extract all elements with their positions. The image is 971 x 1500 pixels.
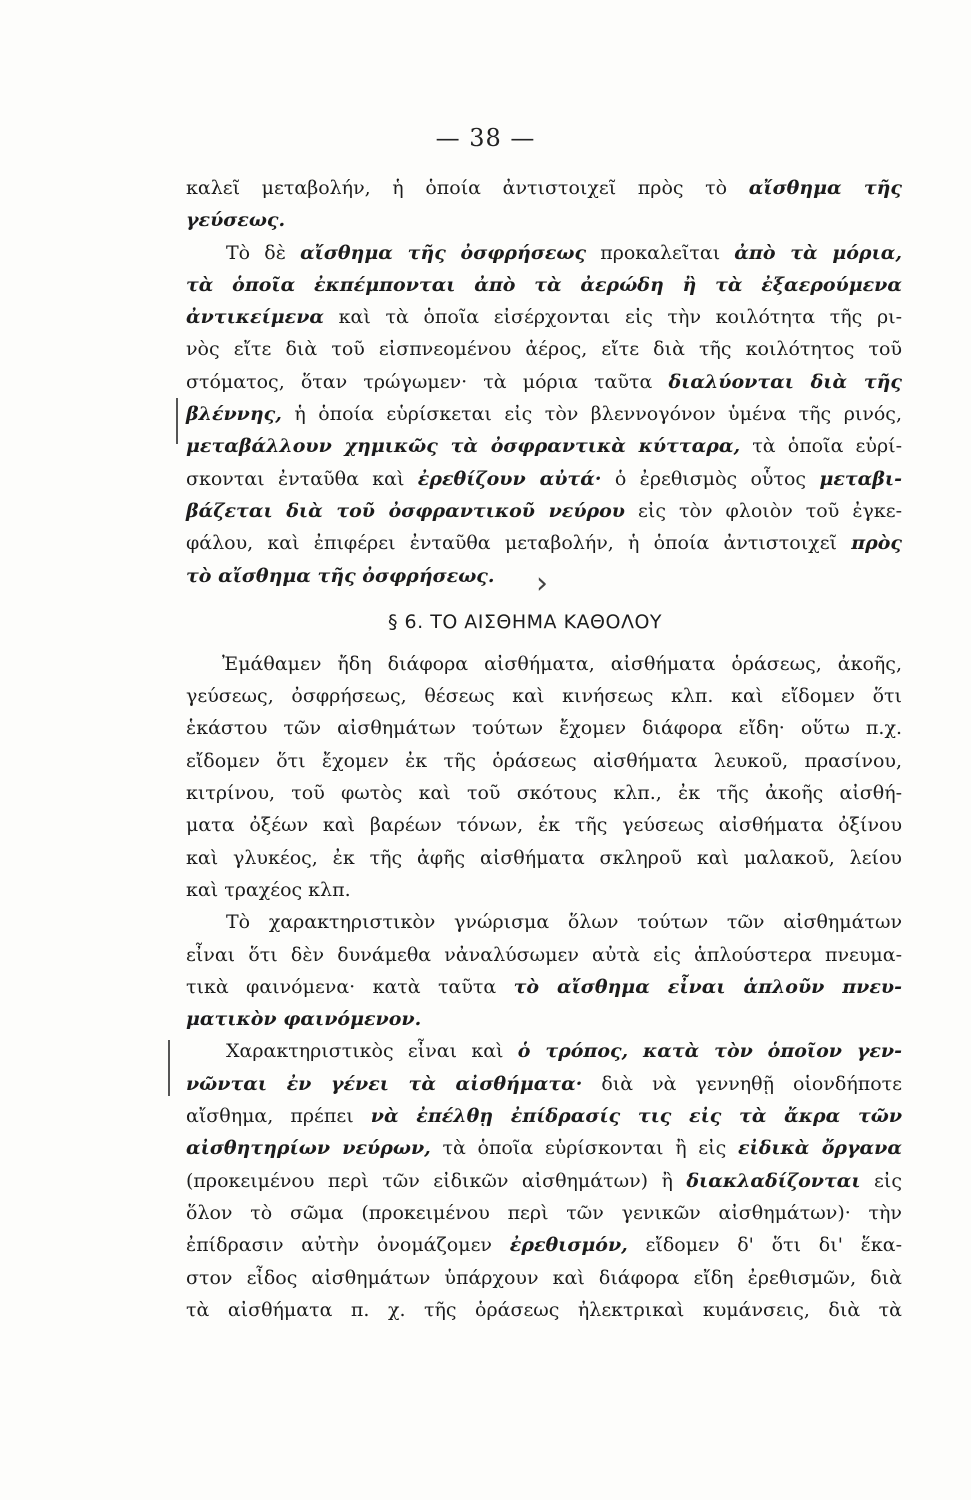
text-line: τικὰ φαινόμενα· κατὰ ταῦτα τὸ αἴσθημα εἶναι ἁπλοῦν πνευ- — [186, 975, 902, 998]
text-line: τὰ αἰσθήματα π. χ. τῆς ὁράσεως ἠλεκτρικαὶ κυμάνσεις, διὰ τὰ — [186, 1298, 902, 1321]
text-line: βλέννης, ἡ ὁποία εὑρίσκεται εἰς τὸν βλεννογόνον ὑμένα τῆς ρινός, — [186, 403, 902, 426]
text-line: βάζεται διὰ τοῦ ὀσφραντικοῦ νεύρου εἰς τὸν φλοιὸν τοῦ ἐγκε- — [186, 499, 903, 522]
text-line: τὰ ὁποῖα ἐκπέμπονται ἀπὸ τὰ ἀερώδη ἢ τὰ ἐξαερούμενα — [186, 273, 902, 296]
text-line: στόματος, ὅταν τρώγωμεν· τὰ μόρια ταῦτα διαλύονται διὰ τῆς — [186, 370, 902, 393]
text-line: κιτρίνου, τοῦ φωτὸς καὶ τοῦ σκότους κλπ., ἐκ τῆς ἀκοῆς αἰσθή- — [186, 782, 902, 805]
text-line: γεύσεως, ὀσφρήσεως, θέσεως καὶ κινήσεως κλπ. καὶ εἴδομεν ὅτι — [186, 685, 902, 708]
text-line: εἴδομεν ὅτι ἔχομεν ἐκ τῆς ὁράσεως αἰσθήματα λευκοῦ, πρασίνου, — [186, 749, 902, 772]
text-line: ματικὸν φαινόμενον. — [186, 1008, 422, 1031]
text-line: Χαρακτηριστικὸς εἶναι καὶ ὁ τρόπος, κατὰ τὸν ὁποῖον γεν- — [226, 1040, 902, 1063]
text-line: στον εἶδος αἰσθημάτων ὑπάρχουν καὶ διάφορα εἴδη ἐρεθισμῶν, διὰ — [186, 1266, 902, 1289]
pencil-margin-mark-2 — [168, 1040, 170, 1096]
text-line: φάλου, καὶ ἐπιφέρει ἐνταῦθα μεταβολήν, ἡ ὁποία ἀντιστοιχεῖ πρὸς — [186, 532, 902, 555]
text-line: νὸς εἴτε διὰ τοῦ εἰσπνεομένου ἀέρος, εἴτε διὰ τῆς κοιλότητος τοῦ — [186, 338, 902, 361]
pencil-margin-mark-1 — [176, 398, 178, 444]
text-line: εἶναι ὅτι δὲν δυνάμεθα νἀναλύσωμεν αὐτὰ εἰς ἁπλούστερα πνευμα- — [186, 943, 902, 966]
pencil-chevron-mark: › — [536, 566, 548, 601]
text-line: τὸ αἴσθημα τῆς ὀσφρήσεως. — [186, 564, 495, 587]
text-line: (προκειμένου περὶ τῶν εἰδικῶν αἰσθημάτων) ἢ διακλαδίζονται εἰς — [186, 1169, 902, 1192]
text-line: Τὸ χαρακτηριστικὸν γνώρισμα ὅλων τούτων τῶν αἰσθημάτων — [226, 911, 902, 934]
text-line: καλεῖ μεταβολήν, ἡ ὁποία ἀντιστοιχεῖ πρὸς τὸ αἴσθημα τῆς — [186, 177, 902, 199]
text-line: αἰσθητηρίων νεύρων, τὰ ὁποῖα εὑρίσκονται ἢ εἰς εἰδικὰ ὄργανα — [186, 1137, 902, 1160]
text-line: ἑκάστου τῶν αἰσθημάτων τούτων ἔχομεν διάφορα εἴδη· οὕτω π.χ. — [186, 717, 902, 740]
text-line: Τὸ δὲ αἴσθημα τῆς ὀσφρήσεως προκαλεῖται ἀπὸ τὰ μόρια, — [226, 241, 902, 264]
page-body — [186, 172, 902, 1326]
text-line: Ἐμάθαμεν ἤδη διάφορα αἰσθήματα, αἰσθήματα ὁράσεως, ἀκοῆς, — [222, 652, 902, 675]
text-line: γεύσεως. — [186, 209, 286, 232]
text-line: καὶ τραχέος κλπ. — [186, 878, 351, 901]
text-line: σκονται ἐνταῦθα καὶ ἐρεθίζουν αὐτά· ὁ ἐρεθισμὸς οὗτος μεταβι- — [186, 467, 902, 490]
text-line: ματα ὀξέων καὶ βαρέων τόνων, ἐκ τῆς γεύσεως αἰσθήματα ὀξίνου — [186, 814, 902, 837]
text-line: ἐπίδρασιν αὐτὴν ὀνομάζομεν ἐρεθισμόν, εἴδομεν δ' ὅτι δι' ἕκα- — [186, 1234, 903, 1257]
text-line: ὅλον τὸ σῶμα (προκειμένου περὶ τῶν γενικῶν αἰσθημάτων)· τὴν — [186, 1201, 902, 1224]
text-line: αἴσθημα, πρέπει νὰ ἐπέλθῃ ἐπίδρασίς τις εἰς τὰ ἄκρα τῶν — [186, 1105, 903, 1128]
text-line: καὶ γλυκέος, ἐκ τῆς ἀφῆς αἰσθήματα σκληροῦ καὶ μαλακοῦ, λείου — [186, 846, 902, 869]
page-number: — 38 — — [435, 124, 536, 152]
text-line: ἀντικείμενα καὶ τὰ ὁποῖα εἰσέρχονται εἰς τὴν κοιλότητα τῆς ρι- — [186, 306, 902, 329]
text-line: νῶνται ἐν γένει τὰ αἰσθήματα· διὰ νὰ γεννηθῇ οἱονδήποτε — [186, 1072, 902, 1095]
section-heading: § 6. ΤΟ ΑΙΣΘΗΜΑ ΚΑΘΟΛΟΥ — [388, 610, 663, 633]
text-line: μεταβάλλουν χημικῶς τὰ ὀσφραντικὰ κύτταρα, τὰ ὁποῖα εὑρί- — [186, 435, 902, 458]
